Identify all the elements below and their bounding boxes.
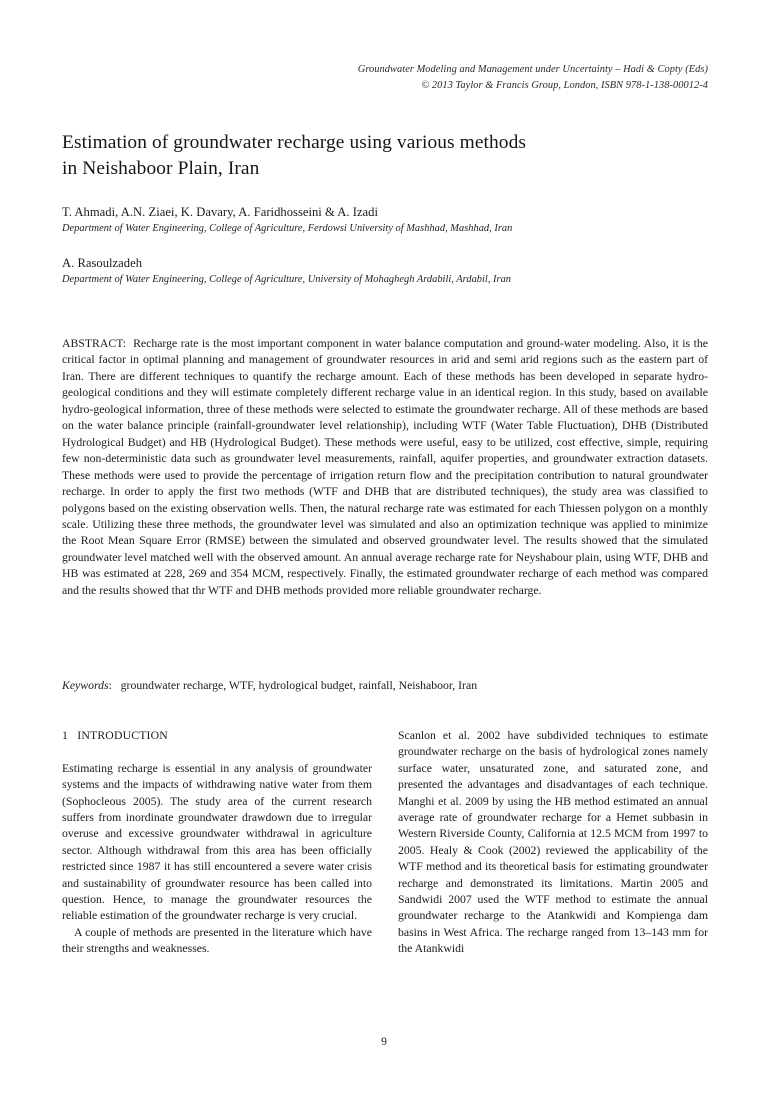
header-copyright-isbn: © 2013 Taylor & Francis Group, London, ISBN 978-1-138-00012-4: [421, 79, 708, 91]
page-number: 9: [381, 1035, 387, 1048]
abstract-text: Recharge rate is the most important component in water balance computation and ground-water modeling. Also, it is the critical factor in optimal planning and management of groundwater resources in arid and semi arid regions such as the eastern part of Iran. There are different techniques to quantify the recharge amount. Each of these methods has been developed in separate hydro-geological conditions and they will estimate completely different recharge value in an identical region. In this study, based on available hydro-geological information, three of these methods were selected to estimate the groundwater recharge. All of these methods are based on the water balance principle (rainfall-groundwater level relationship), including WTF (Water Table Fluctuation), DHB (Distributed Hydrological Budget) and HB (Hydrological Budget). These methods were useful, easy to be utilized, cost effective, simple, requiring few non-deterministic data such as groundwater level measurements, rainfall, aquifer properties, and groundwater extraction datasets. These methods were used to provide the percentage of irrigation return flow and the precipitation contribution to natural groundwater recharge. In order to apply the first two methods (WTF and DHB that are distributed techniques), the study area was classified to polygons based on the existing observation wells. Then, the natural recharge rate was estimated for each Thiessen polygon on a monthly scale. Utilizing these three methods, the groundwater level was simulated and also an optimization technique was applied to minimize the Root Mean Square Error (RMSE) between the simulated and observed groundwater level. The results showed that the simulated groundwater level matched well with the observed amount. An annual average recharge rate for Neyshabour plain, using WTF, DHB and HB was estimated at 228, 269 and 354 MCM, respectively. Finally, the estimated groundwater recharge of each method was compared and the results showed that thr WTF and DHB methods provided more reliable groundwater recharge.: [62, 337, 708, 597]
author-names: T. Ahmadi, A.N. Ziaei, K. Davary, A. Faridhosseini & A. Izadi: [62, 205, 379, 219]
column-right: [398, 728, 708, 958]
body-paragraph: A couple of methods are presented in the literature which have their strengths and weaknesses.: [62, 925, 372, 956]
author-names: A. Rasoulzadeh: [62, 256, 143, 270]
keywords-colon: :: [108, 679, 112, 692]
authors-block: [62, 203, 708, 288]
keywords-text: groundwater recharge, WTF, hydrological budget, rainfall, Neishaboor, Iran: [120, 679, 478, 692]
header-book-title: Groundwater Modeling and Management under Uncertainty – Hadi & Copty (Eds): [357, 64, 708, 75]
author-group: [62, 254, 708, 288]
author-affiliation: Department of Water Engineering, College of Agriculture, Ferdowsi University of Mashhad, Mashhad, Iran: [62, 223, 513, 234]
abstract-label: ABSTRACT:: [62, 337, 127, 350]
section-heading-introduction: [62, 728, 372, 744]
title-line-1: Estimation of groundwater recharge using various methods: [62, 132, 527, 153]
column-left: [62, 728, 372, 958]
author-affiliation: Department of Water Engineering, College of Agriculture, University of Mohaghegh Ardabili, Ardabil, Iran: [62, 274, 512, 285]
abstract-paragraph: [62, 336, 708, 599]
keywords-line: [62, 678, 708, 694]
section-title: INTRODUCTION: [77, 729, 168, 742]
running-header: [62, 62, 708, 93]
title-block: [62, 130, 708, 182]
author-group: [62, 203, 708, 237]
body-paragraph: Estimating recharge is essential in any analysis of groundwater systems and the impacts of withdrawing native water from them (Sophocleous 2005). The study area of the current research suffers from inordinate groundwater drawdown due to irregular overuse and excessive groundwater withdrawal in agriculture sector. Although withdrawal from this area has been officially restricted since 1987 it has still encountered a severe water crisis and sustainability of groundwater resource has been called into question. Hence, to manage the groundwater resources the reliable estimation of the groundwater recharge is very crucial.: [62, 761, 372, 923]
abstract-block: [62, 336, 708, 599]
section-number: 1: [62, 729, 69, 742]
title-line-2: in Neishaboor Plain, Iran: [62, 158, 260, 179]
body-paragraph: Scanlon et al. 2002 have subdivided techniques to estimate groundwater recharge on the basis of hydrological zones namely surface water, unsaturated zone, and saturated zone, and presented the advantages and disadvantages of each technique. Manghi et al. 2009 by using the HB method estimated an annual average rate of groundwater recharge for a Hemet subbasin in Western Riverside County, California at 12.5 MCM from 1997 to 2005. Healy & Cook (2002) reviewed the applicability of the WTF method and its theoretical basis for estimating groundwater recharge and demonstrated its limitations. Martin 2005 and Sandwidi 2007 used the WTF method to estimate the annual groundwater recharge to the Atankwidi and Kompienga dam basins in West Africa. The recharge ranged from 13–143 mm for the Atankwidi: [398, 729, 708, 956]
keywords-label: Keywords: [62, 679, 109, 692]
body-columns: [62, 728, 708, 1028]
page-title: [62, 130, 708, 182]
keywords-gap: [112, 679, 121, 692]
section-heading-gap: [68, 729, 77, 742]
